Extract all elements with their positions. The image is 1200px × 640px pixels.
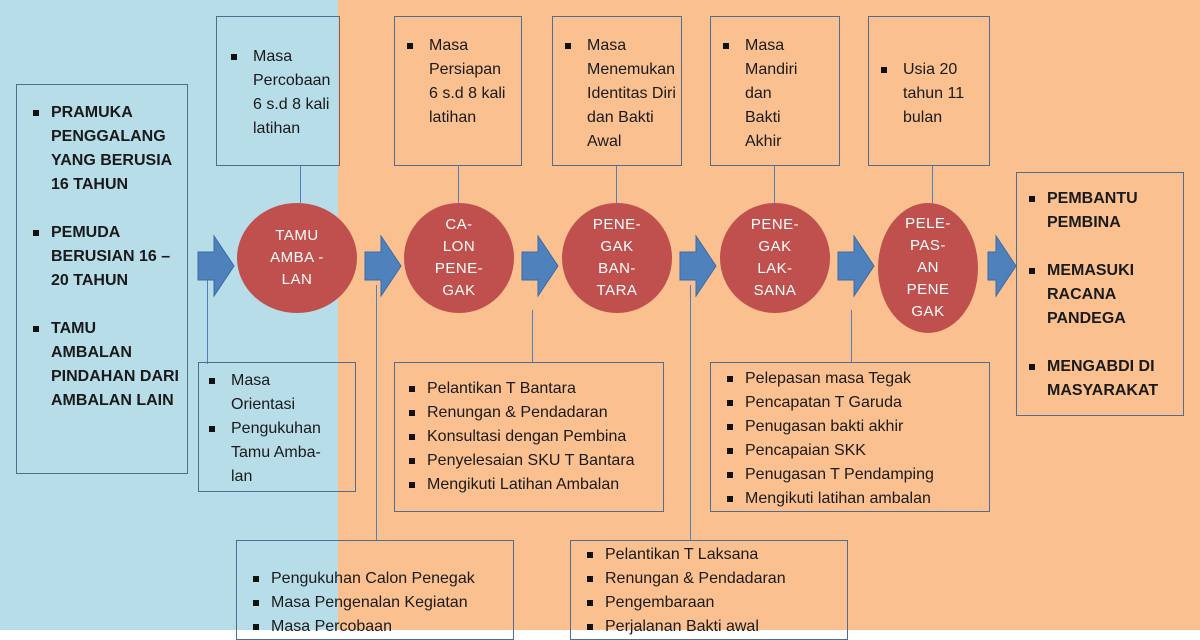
list-item: Penugasan T Pendamping xyxy=(725,463,985,487)
list-item: PEMBANTU PEMBINA xyxy=(1027,187,1177,235)
list-item: Masa Percobaan 6 s.d 8 kali latihan xyxy=(229,45,339,141)
stage-circle-tamu-ambalan: TAMU AMBA - LAN xyxy=(237,203,357,313)
list-item: Masa Orientasi xyxy=(207,369,311,417)
list-item: Pengembaraan xyxy=(585,591,843,615)
top-note-laksana xyxy=(710,16,840,166)
list-item: Pelantikan T Laksana xyxy=(585,543,843,567)
list-item: Pelantikan T Bantara xyxy=(407,377,659,401)
list-item: Pengukuhan Calon Penegak xyxy=(251,567,509,591)
bottom-box-calon xyxy=(236,540,514,640)
right-arrow-icon xyxy=(365,236,401,296)
list-item: Pengukuhan Tamu Amba-lan xyxy=(207,417,321,489)
list-item: Pelepasan masa Tegak xyxy=(725,367,985,391)
list-item: TAMU AMBALAN PINDAHAN DARI AMBALAN LAIN xyxy=(31,317,179,413)
stage-circle-pelepasan-penegak: PELE- PAS- AN PENE GAK xyxy=(878,203,978,333)
list-item: PRAMUKA PENGGALANG YANG BERUSIA 16 TAHUN xyxy=(31,101,179,197)
list-item: Pencapatan T Garuda xyxy=(725,391,985,415)
entry-requirements-box xyxy=(16,84,188,474)
bottom-box-pelepasan xyxy=(710,362,990,512)
list-item: Renungan & Pendadaran xyxy=(407,401,659,425)
stage-circle-calon-penegak: CA- LON PENE- GAK xyxy=(404,203,514,313)
right-arrow-icon xyxy=(838,236,874,296)
bottom-box-tamu xyxy=(198,362,356,492)
right-arrow-icon xyxy=(988,236,1016,296)
right-arrow-icon xyxy=(198,236,234,296)
stage-circle-penegak-bantara: PENE- GAK BAN- TARA xyxy=(562,203,672,313)
top-note-calon xyxy=(394,16,522,166)
right-arrow-icon xyxy=(680,236,716,296)
top-note-bantara xyxy=(552,16,682,166)
list-item: Mengikuti Latihan Ambalan xyxy=(407,473,659,497)
outcome-box xyxy=(1016,172,1184,416)
list-item: Usia 20 tahun 11 bulan xyxy=(879,58,973,130)
right-arrow-icon xyxy=(522,236,558,296)
list-item: Masa Persiapan 6 s.d 8 kali latihan xyxy=(405,34,509,130)
list-item: Masa Mandiri dan Bakti Akhir xyxy=(721,34,805,154)
list-item: MEMASUKI RACANA PANDEGA xyxy=(1027,259,1177,331)
bottom-box-bantara xyxy=(394,362,664,512)
list-item: Masa Menemukan Identitas Diri dan Bakti Awal xyxy=(563,34,679,154)
list-item: Pencapaian SKK xyxy=(725,439,985,463)
list-item: Konsultasi dengan Pembina xyxy=(407,425,659,449)
list-item: Masa Pengenalan Kegiatan xyxy=(251,591,509,615)
list-item: PEMUDA BERUSIAN 16 – 20 TAHUN xyxy=(31,221,179,293)
stage-circle-penegak-laksana: PENE- GAK LAK- SANA xyxy=(720,203,830,313)
top-note-tamu xyxy=(216,16,340,166)
list-item: Renungan & Pendadaran xyxy=(585,567,843,591)
list-item: Penugasan bakti akhir xyxy=(725,415,985,439)
list-item: Masa Percobaan xyxy=(251,615,509,639)
top-note-pelepasan xyxy=(868,16,990,166)
list-item: Mengikuti latihan ambalan xyxy=(725,487,985,511)
list-item: Perjalanan Bakti awal xyxy=(585,615,843,639)
bottom-box-laksana xyxy=(570,540,848,640)
list-item: MENGABDI DI MASYARAKAT xyxy=(1027,355,1177,403)
list-item: Penyelesaian SKU T Bantara xyxy=(407,449,659,473)
